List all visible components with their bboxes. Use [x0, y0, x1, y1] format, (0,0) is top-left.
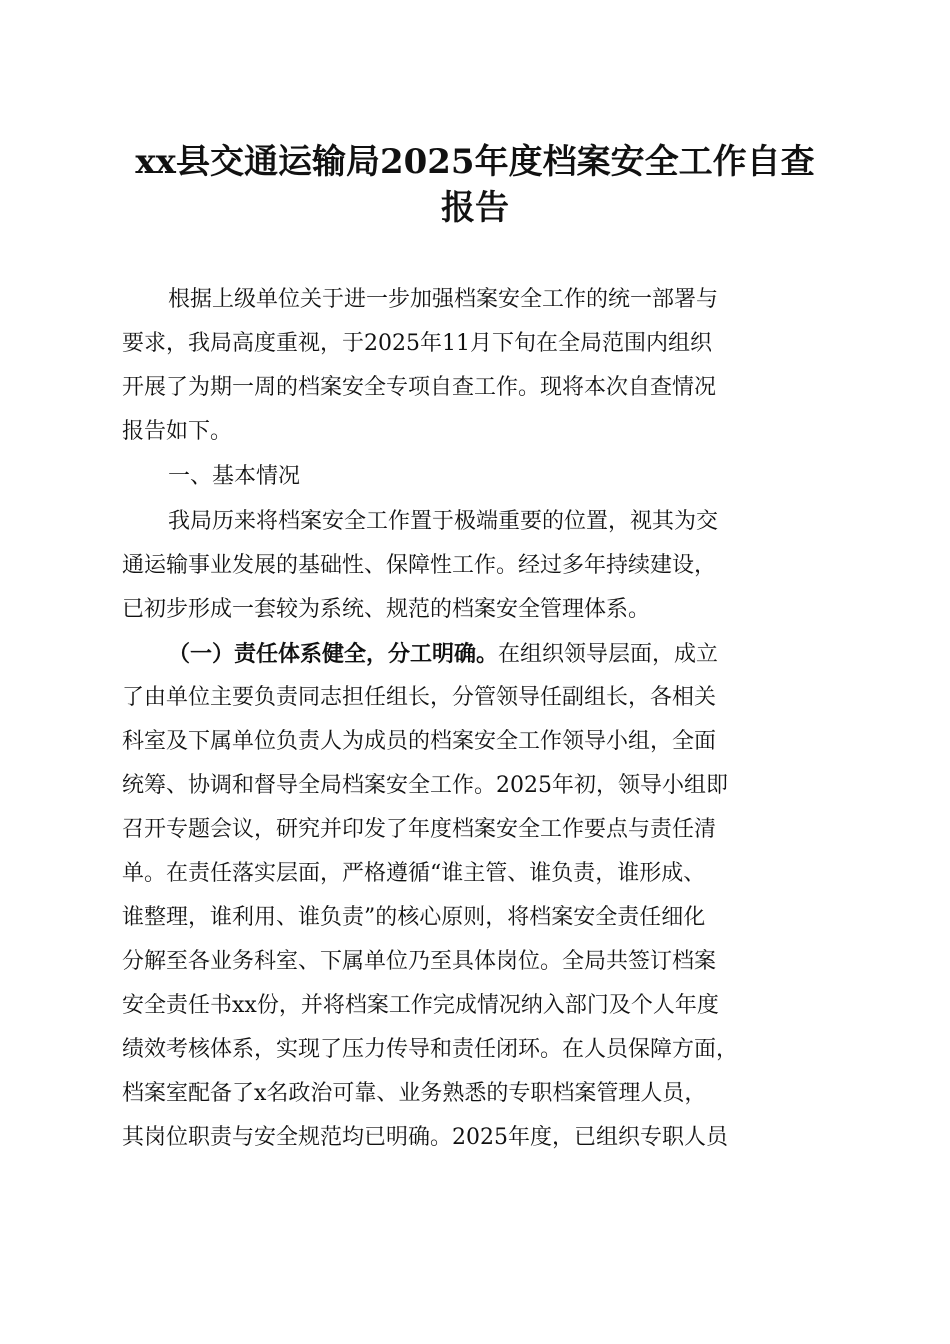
subsection1-lead: （一）责任体系健全，分工明确。: [168, 641, 499, 667]
section-heading-basic-situation: 一、基本情况: [168, 464, 301, 489]
intro-line-1: 根据上级单位关于进一步加强档案安全工作的统一部署与: [168, 287, 719, 312]
document-title-line-1: xx县交通运输局2025年度档案安全工作自查: [135, 142, 815, 182]
section1-line-2: 通运输事业发展的基础性、保障性工作。经过多年持续建设，: [122, 553, 717, 578]
intro-line-4: 报告如下。: [122, 419, 233, 444]
subsection1-line-9: 安全责任书xx份，并将档案工作完成情况纳入部门及个人年度: [122, 993, 719, 1018]
subsection1-line-11: 档案室配备了x名政治可靠、业务熟悉的专职档案管理人员，: [122, 1081, 707, 1106]
intro-line-3: 开展了为期一周的档案安全专项自查工作。现将本次自查情况: [122, 375, 717, 400]
subsection1-line-8: 分解至各业务科室、下属单位乃至具体岗位。全局共签订档案: [122, 949, 717, 974]
subsection1-line-5: 召开专题会议，研究并印发了年度档案安全工作要点与责任清: [122, 817, 717, 842]
subsection1-line-2: 了由单位主要负责同志担任组长，分管领导任副组长，各相关: [122, 685, 717, 710]
subsection1-line-3: 科室及下属单位负责人为成员的档案安全工作领导小组，全面: [122, 729, 717, 754]
intro-line-2: 要求，我局高度重视，于2025年11月下旬在全局范围内组织: [122, 331, 712, 356]
section1-line-3: 已初步形成一套较为系统、规范的档案安全管理体系。: [122, 597, 651, 622]
subsection1-line-12: 其岗位职责与安全规范均已明确。2025年度，已组织专职人员: [122, 1125, 728, 1150]
subsection1-line-7: 谁整理，谁利用、谁负责”的核心原则，将档案安全责任细化: [122, 905, 706, 930]
subsection1-first-line-rest: 在组织领导层面，成立: [498, 642, 719, 667]
subsection1-line-10: 绩效考核体系，实现了压力传导和责任闭环。在人员保障方面，: [122, 1037, 739, 1062]
subsection1-line-6: 单。在责任落实层面，严格遵循“谁主管、谁负责，谁形成、: [122, 861, 706, 886]
document-title-line-2: 报告: [441, 188, 509, 228]
subsection1-line-4: 统筹、协调和督导全局档案安全工作。2025年初，领导小组即: [122, 773, 728, 798]
section1-line-1: 我局历来将档案安全工作置于极端重要的位置，视其为交: [168, 509, 719, 534]
subsection1-first-line: [168, 640, 718, 669]
